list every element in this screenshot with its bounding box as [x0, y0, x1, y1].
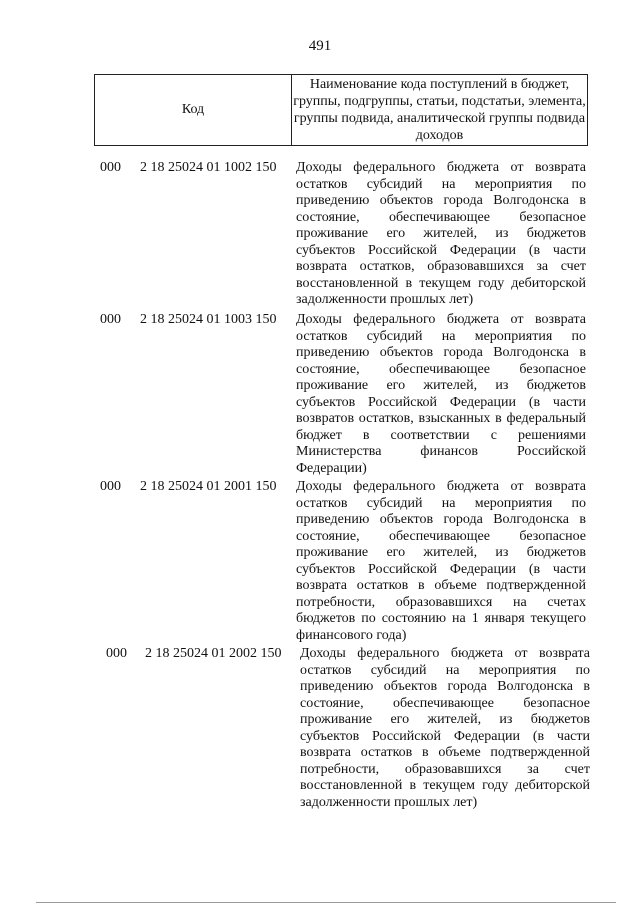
admin-code: 000 [100, 479, 121, 494]
revenue-description: Доходы федерального бюджета от возврата остатков субсидий на мероприятия по приведению объектов города Волгодонска в состояние, обеспечивающее безопасное проживание его жителей, из бюджетов субъектов Российской Федерации (в части возврата остатков в объеме подтвержденной потребности, образовавшихся за счет восстановленной в текущем году дебиторской задолженности прошлых лет) [300, 646, 590, 810]
revenue-description: Доходы федерального бюджета от возврата остатков субсидий на мероприятия по приведению объектов города Волгодонска в состояние, обеспечивающее безопасное проживание его жителей, из бюджетов субъектов Российской Федерации (в части возврата остатков в объеме подтвержденной потребности, образовавшихся на счетах бюджетов по состоянию на 1 января текущего финансового года) [296, 479, 586, 643]
header-code-column: Код [95, 75, 292, 145]
admin-code: 000 [106, 646, 127, 661]
revenue-description: Доходы федерального бюджета от возврата остатков субсидий на мероприятия по приведению объектов города Волгодонска в состояние, обеспечивающее безопасное проживание его жителей, из бюджетов субъектов Российской Федерации (в части возврата остатков, образовавшихся за счет восстановленной в текущем году дебиторской задолженности прошлых лет) [296, 160, 586, 307]
revenue-description: Доходы федерального бюджета от возврата остатков субсидий на мероприятия по приведению объектов города Волгодонска в состояние, обеспечивающее безопасное проживание его жителей, из бюджетов субъектов Российской Федерации (в части возвратов остатков, взысканных в федеральный бюджет в соответствии с решениями Министерства финансов Российской Федерации) [296, 312, 586, 476]
revenue-code: 2 18 25024 01 1003 150 [140, 312, 277, 327]
header-name-column: Наименование кода поступлений в бюджет, группы, подгруппы, статьи, подстатьи, элемента, группы подвида, аналитической группы подвида доходов [293, 77, 586, 143]
revenue-code: 2 18 25024 01 2002 150 [145, 646, 282, 661]
revenue-code: 2 18 25024 01 1002 150 [140, 160, 277, 175]
table-header [94, 74, 588, 146]
page-number: 491 [308, 38, 332, 54]
admin-code: 000 [100, 160, 121, 175]
page-bottom-edge [36, 902, 616, 903]
revenue-code: 2 18 25024 01 2001 150 [140, 479, 277, 494]
admin-code: 000 [100, 312, 121, 327]
